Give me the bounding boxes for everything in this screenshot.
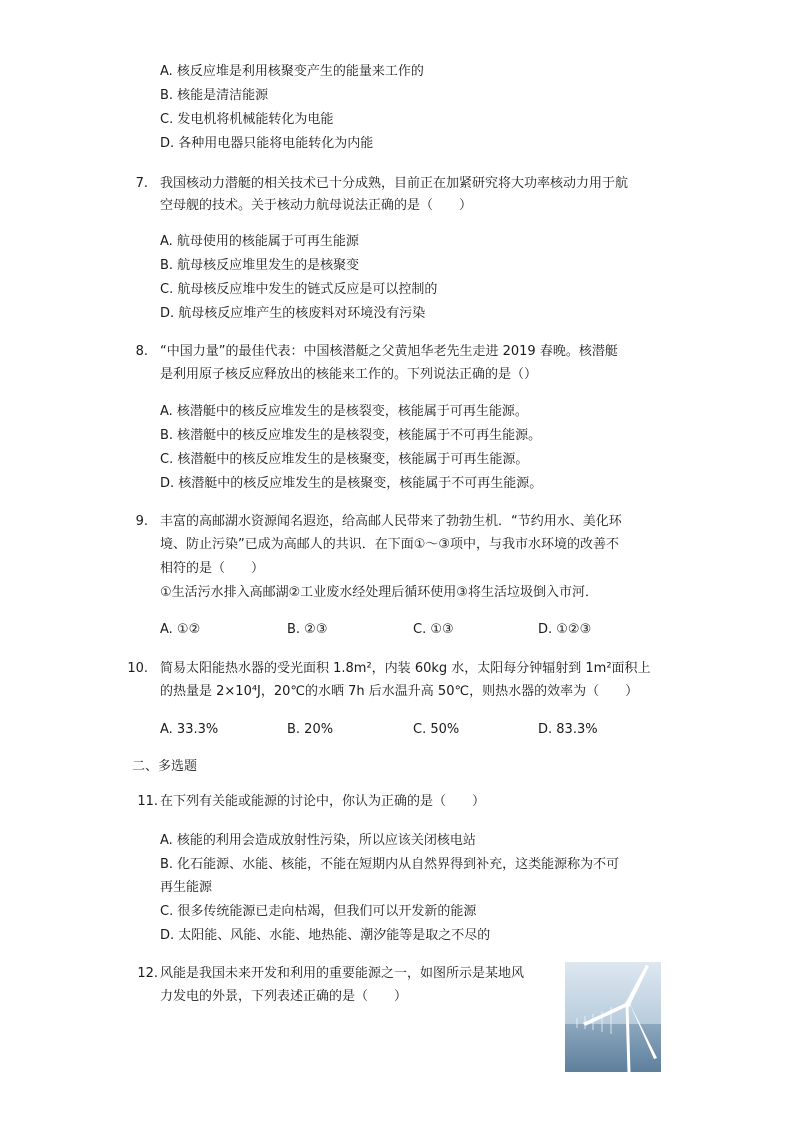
q9-option-b: B. ②③ [287,622,328,637]
q12-stem-line-1: 风能是我国未来开发和利用的重要能源之一，如图所示是某地风 [160,966,525,981]
q6-option-d: D. 各种用电器只能将电能转化为内能 [160,136,374,151]
q9-option-d: D. ①②③ [538,622,592,637]
q8-option-a: A. 核潜艇中的核反应堆发生的是核裂变，核能属于可再生能源。 [160,404,528,419]
q10-option-b: B. 20% [287,722,334,737]
section-title: 二、多选题 [132,759,198,774]
q11-stem-line-1: 在下列有关能或能源的讨论中，你认为正确的是（ ） [160,794,486,809]
wind-turbine-image [565,962,661,1072]
q11-option-b-cont: 再生能源 [160,880,213,895]
q7-stem-line-1: 我国核动力潜艇的相关技术已十分成熟，目前正在加紧研究将大功率核动力用于航 [160,176,629,191]
q12-stem-line-2: 力发电的外景，下列表述正确的是（ ） [160,989,408,1004]
q11-option-c: C. 很多传统能源已走向枯竭，但我们可以开发新的能源 [160,904,477,919]
q10-option-d: D. 83.3% [538,722,598,737]
q8-stem-line-2: 是利用原子核反应释放出的核能来工作的。下列说法正确的是（） [160,367,538,382]
q9-stem-line-4: ①生活污水排入高邮湖②工业废水经处理后循环使用③将生活垃圾倒入市河． [160,585,598,600]
q8-stem-line-1: “中国力量”的最佳代表：中国核潜艇之父黄旭华老先生走进 2019 春晚。核潜艇 [160,344,618,359]
q10-stem-line-1: 简易太阳能热水器的受光面积 1.8m²，内装 60kg 水，太阳每分钟辐射到 1m²面积上 [160,661,651,676]
q6-option-a: A. 核反应堆是利用核聚变产生的能量来工作的 [160,64,424,79]
q6-option-b: B. 核能是清洁能源 [160,88,269,103]
q7-option-b: B. 航母核反应堆里发生的是核聚变 [160,258,360,273]
q6-option-c: C. 发电机将机械能转化为电能 [160,112,334,127]
q9-number: 9. [135,514,148,529]
q10-stem-line-2: 的热量是 2×10⁴J，20℃的水晒 7h 后水温升高 50℃，则热水器的效率为（ ） [160,684,639,699]
q9-option-a: A. ①② [160,622,201,637]
q11-option-d: D. 太阳能、风能、水能、地热能、潮汐能等是取之不尽的 [160,928,491,943]
q11-option-a: A. 核能的利用会造成放射性污染，所以应该关闭核电站 [160,833,476,848]
q7-number: 7. [135,176,148,191]
q7-option-c: C. 航母核反应堆中发生的链式反应是可以控制的 [160,282,438,297]
q8-number: 8. [135,344,148,359]
q8-option-b: B. 核潜艇中的核反应堆发生的是核裂变，核能属于不可再生能源。 [160,428,542,443]
q8-option-d: D. 核潜艇中的核反应堆发生的是核聚变，核能属于不可再生能源。 [160,476,543,491]
q11-number: 11. [137,794,158,809]
q7-stem-line-2: 空母舰的技术。关于核动力航母说法正确的是（ ） [160,198,473,213]
q10-option-c: C. 50% [413,722,460,737]
q10-number: 10. [127,661,148,676]
q9-option-c: C. ①③ [413,622,454,637]
q8-option-c: C. 核潜艇中的核反应堆发生的是核聚变，核能属于可再生能源。 [160,452,529,467]
q10-option-a: A. 33.3% [160,722,219,737]
q9-stem-line-1: 丰富的高邮湖水资源闻名遐迩，给高邮人民带来了勃勃生机．“节约用水、美化环 [160,514,622,529]
q9-stem-line-2: 境、防止污染”已成为高邮人的共识．在下面①～③项中，与我市水环境的改善不 [160,537,620,552]
q7-option-d: D. 航母核反应堆产生的核废料对环境没有污染 [160,306,426,321]
q9-stem-line-3: 相符的是（ ） [160,561,265,576]
q11-option-b: B. 化石能源、水能、核能，不能在短期内从自然界得到补充，这类能源称为不可 [160,857,620,872]
q12-number: 12. [137,966,158,981]
q7-option-a: A. 航母使用的核能属于可再生能源 [160,234,359,249]
